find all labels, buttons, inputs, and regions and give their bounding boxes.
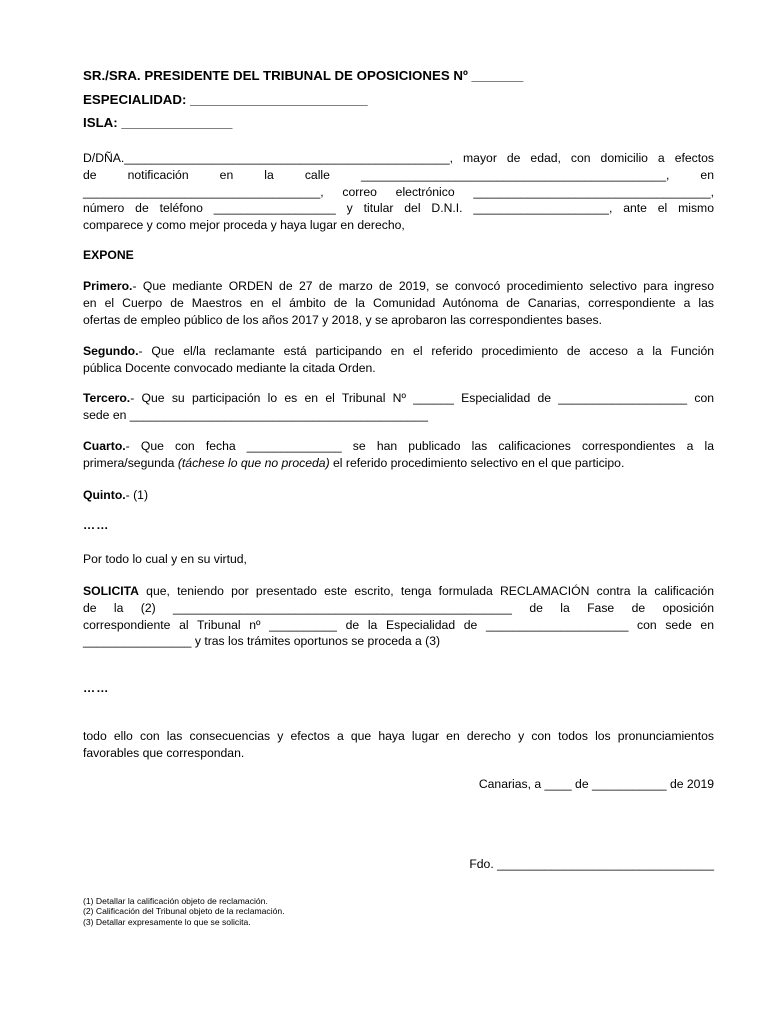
- signature-line: Fdo. ________________________________: [469, 857, 714, 871]
- footnote-3: (3) Detallar expresamente lo que se solicita.: [83, 916, 251, 927]
- solicita-text: que, teniendo por presentado este escrito, tenga formulada RECLAMACIÓN contra la calificación: [138, 584, 714, 598]
- cuarto-pre: primera/segunda: [83, 455, 178, 470]
- tribunal-heading: SR./SRA. PRESIDENTE DEL TRIBUNAL DE OPOSICIONES Nº _______: [83, 68, 524, 83]
- tercero-text: - Que su participación lo es en el Tribunal Nº ______ Especialidad de ___________________ con: [130, 391, 714, 405]
- footnote-2: (2) Calificación del Tribunal objeto de la reclamación.: [83, 906, 285, 917]
- quinto-label: Quinto.: [83, 488, 126, 502]
- ellipsis-2: ……: [83, 681, 110, 695]
- intro-line: D/DÑA.________________________________________________, mayor de edad, con domicilio a efectos: [83, 151, 714, 165]
- primero-line-1: [83, 278, 714, 295]
- tercero-line-1: [83, 390, 714, 407]
- segundo-label: Segundo.: [83, 344, 139, 358]
- quinto-line: [83, 487, 714, 504]
- solicita-line: correspondiente al Tribunal nº __________ de la Especialidad de _____________________ con sede en: [83, 617, 714, 632]
- intro-line: número de teléfono __________________ y titular del D.N.I. ____________________, ante el mismo: [83, 201, 714, 216]
- footnote-1: (1) Detallar la calificación objeto de reclamación.: [83, 896, 268, 906]
- cuarto-text: - Que con fecha ______________ se han publicado las calificaciones correspondientes a la: [125, 439, 714, 453]
- primero-text: - Que mediante ORDEN de 27 de marzo de 2019, se convocó procedimiento selectivo para ingreso: [132, 279, 714, 293]
- intro-line: ___________________________________, correo electrónico ___________________________________,: [83, 184, 714, 199]
- intro-line: comparece y como mejor proceda y haya lugar en derecho,: [83, 218, 405, 233]
- especialidad-heading: ESPECIALIDAD: ________________________: [83, 92, 368, 107]
- tercero-paragraph: [83, 390, 714, 424]
- cuarto-line-2: [83, 455, 714, 472]
- segundo-line-1: [83, 343, 714, 360]
- solicita-line: de la (2) __________________________________________________ de la Fase de oposición: [83, 600, 714, 615]
- ellipsis-1: ……: [83, 518, 110, 532]
- solicita-paragraph: [83, 583, 714, 650]
- cuarto-label: Cuarto.: [83, 439, 126, 453]
- cuarto-italic-note: (táchese lo que no proceda): [177, 455, 330, 470]
- solicita-label: SOLICITA: [83, 584, 139, 598]
- tercero-label: Tercero.: [83, 391, 131, 405]
- closing-line: favorables que correspondan.: [83, 745, 245, 760]
- expone-heading: EXPONE: [83, 248, 134, 262]
- primero-line: ofertas de empleo público de los años 2017 y 2018, y se aprobaron las correspondientes bases.: [83, 312, 602, 327]
- cuarto-line-1: [83, 438, 714, 455]
- intro-paragraph: [83, 150, 714, 234]
- segundo-paragraph: [83, 343, 714, 377]
- primero-paragraph: [83, 278, 714, 328]
- closing-paragraph: [83, 728, 714, 762]
- primero-line: en el Cuerpo de Maestros en el ámbito de la Comunidad Autónoma de Canarias, correspondiente a las: [83, 295, 714, 310]
- cuarto-post: el referido procedimiento selectivo en el que participo.: [329, 455, 625, 470]
- footnotes: [83, 896, 285, 927]
- date-line: Canarias, a ____ de ___________ de 2019: [478, 777, 714, 791]
- primero-label: Primero.: [83, 279, 133, 293]
- closing-line: todo ello con las consecuencias y efectos a que haya lugar en derecho y con todos los pronunciamientos: [83, 729, 714, 743]
- segundo-line: pública Docente convocado mediante la citada Orden.: [83, 360, 376, 375]
- solicita-line: ________________ y tras los trámites oportunos se proceda a (3): [83, 634, 441, 649]
- por-todo-line: Por todo lo cual y en su virtud,: [83, 552, 247, 566]
- quinto-text: - (1): [125, 488, 148, 502]
- cuarto-paragraph: [83, 438, 714, 472]
- quinto-paragraph: [83, 487, 714, 504]
- segundo-text: - Que el/la reclamante está participando en el referido procedimiento de acceso a la Función: [138, 344, 714, 358]
- tercero-line: sede en ____________________________________________: [83, 407, 428, 422]
- isla-heading: ISLA: _______________: [83, 115, 233, 130]
- por-todo-paragraph: [83, 551, 714, 568]
- solicita-line-1: [83, 583, 714, 600]
- intro-line: de notificación en la calle _____________________________________________, en: [83, 167, 714, 182]
